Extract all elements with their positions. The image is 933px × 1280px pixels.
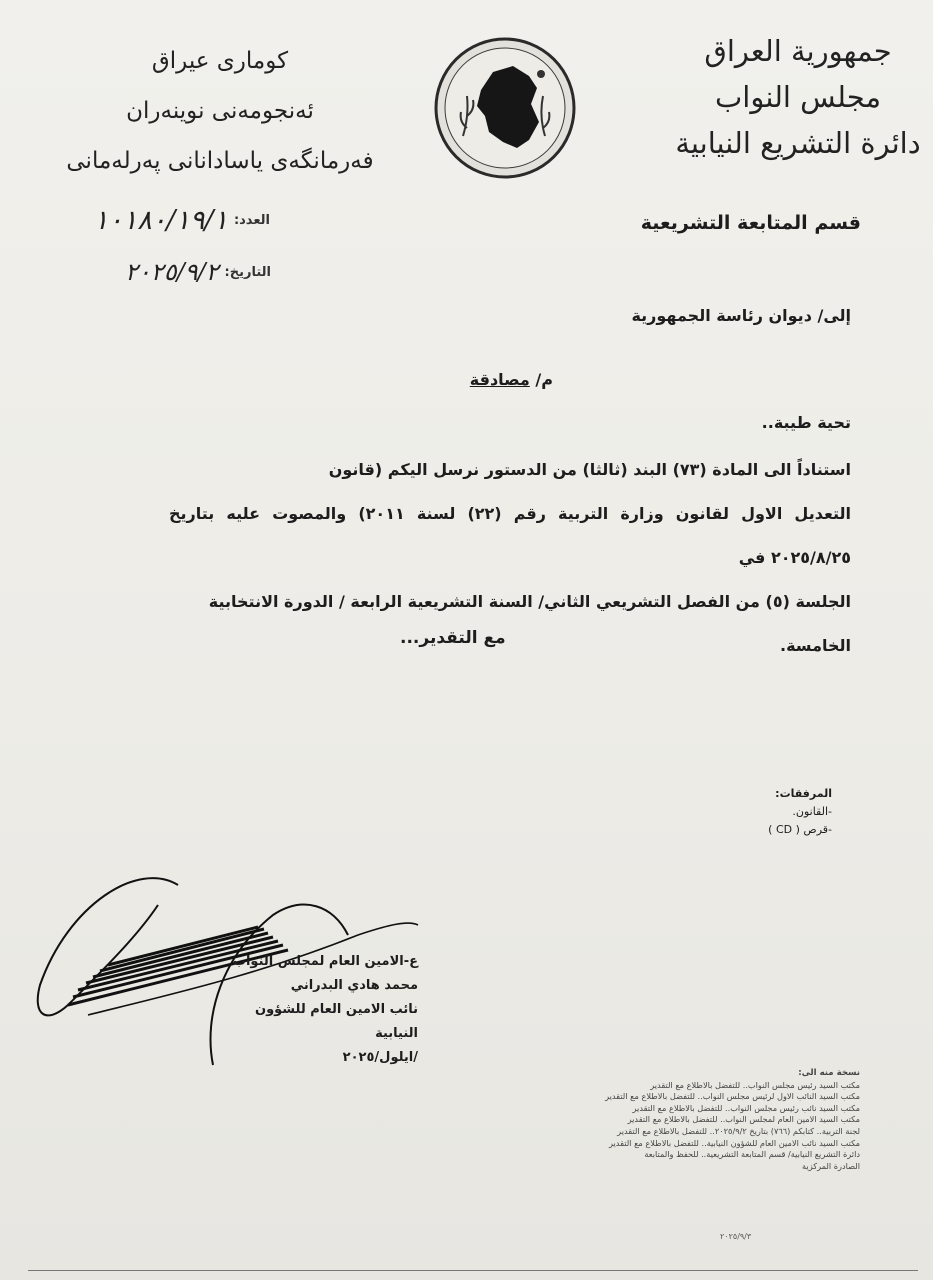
greeting: تحية طيبة.. xyxy=(761,413,851,432)
closing: مع التقدير... xyxy=(400,628,506,648)
letterhead-line: جمهورية العراق xyxy=(704,34,892,68)
document-date-label: التاريخ: xyxy=(224,264,271,280)
attachment-item: -قرص ( CD ) xyxy=(768,823,832,836)
copies-item: مكتب السيد الامين العام لمجلس النواب.. للتفضل بالاطلاع مع التقدير xyxy=(627,1114,860,1125)
kurdish-letterhead xyxy=(30,36,410,186)
footer-divider xyxy=(28,1270,918,1271)
subject-value: مصادقة xyxy=(469,370,530,389)
copies-item: دائرة التشريع النيابية/ قسم المتابعة التشريعية.. للحفظ والمتابعة xyxy=(644,1149,860,1160)
letterhead-line: ئەنجومەنى نوینەران xyxy=(126,98,314,124)
copies-item: مكتب السيد النائب الاول لرئيس مجلس النواب.. للتفضل بالاطلاع مع التقدير xyxy=(605,1091,860,1102)
copies-title: نسخة منه الى: xyxy=(798,1068,860,1078)
copies-item: مكتب السيد رئيس مجلس النواب.. للتفضل بالاطلاع مع التقدير xyxy=(650,1079,860,1090)
department-label: قسم المتابعة التشريعية xyxy=(640,212,861,234)
parliament-emblem-icon xyxy=(433,36,577,180)
attachments xyxy=(752,785,832,839)
document-date xyxy=(66,258,271,286)
copies-item: لجنة التربية.. كتابكم (٧٦٦) بتاريخ ٢٠٢٥/٩/٢.. للتفضل بالاطلاع مع التقدير xyxy=(617,1125,860,1136)
letter-body xyxy=(169,448,851,668)
reference-number-value: ١٠١٨٠/١٩/١ xyxy=(93,205,228,236)
copies-list xyxy=(520,1068,860,1172)
letterhead-line: كومارى عيراق xyxy=(151,48,289,74)
body-line: الخامسة. xyxy=(780,636,851,655)
body-line: التعديل الاول لقانون وزارة التربية رقم (٢٢) لسنة ٢٠١١) والمصوت عليه بتاريخ ٢٠٢٥/٨/٢٥ في xyxy=(169,504,851,567)
body-line: الجلسة (٥) من الفصل التشريعي الثاني/ السنة التشريعية الرابعة / الدورة الانتخابية xyxy=(208,592,851,611)
signature-line: محمد هادي البدراني xyxy=(290,978,418,993)
signature-line: نائب الامين العام للشؤون النيابية xyxy=(254,1002,418,1041)
arabic-letterhead xyxy=(673,28,923,166)
letterhead-line: مجلس النواب xyxy=(714,80,882,114)
reference-number-label: العدد: xyxy=(233,213,270,228)
signature-line: ع-الامين العام لمجلس النواب xyxy=(232,954,418,969)
attachments-title: المرفقات: xyxy=(775,787,832,800)
letterhead-line: فەرمانگەی یاسادانانى پەرلەمانى xyxy=(66,148,374,174)
attachment-item: -القانون. xyxy=(792,805,832,818)
signature-line: /ايلول/٢٠٢٥ xyxy=(342,1050,418,1065)
footer-reference: ٢٠٢٥/٩/٣ xyxy=(720,1232,752,1241)
subject-label: م/ xyxy=(535,370,553,389)
recipient: إلى/ ديوان رئاسة الجمهورية xyxy=(631,306,851,325)
subject xyxy=(470,370,553,389)
copies-item: مكتب السيد نائب رئيس مجلس النواب.. للتفضل بالاطلاع مع التقدير xyxy=(632,1102,860,1113)
signature-block xyxy=(218,950,418,1070)
letterhead-line: دائرة التشريع النيابية xyxy=(675,126,921,160)
copies-item: مكتب السيد نائب الامين العام للشؤون النيابية.. للتفضل بالاطلاع مع التقدير xyxy=(608,1137,860,1148)
document-date-value: ٢٠٢٥/٩/٢ xyxy=(125,258,219,286)
body-line: استناداً الى المادة (٧٣) البند (ثالثا) من الدستور نرسل اليكم (قانون xyxy=(328,460,851,479)
copies-item: الصادرة المركزية xyxy=(802,1160,860,1171)
reference-number xyxy=(30,205,270,236)
